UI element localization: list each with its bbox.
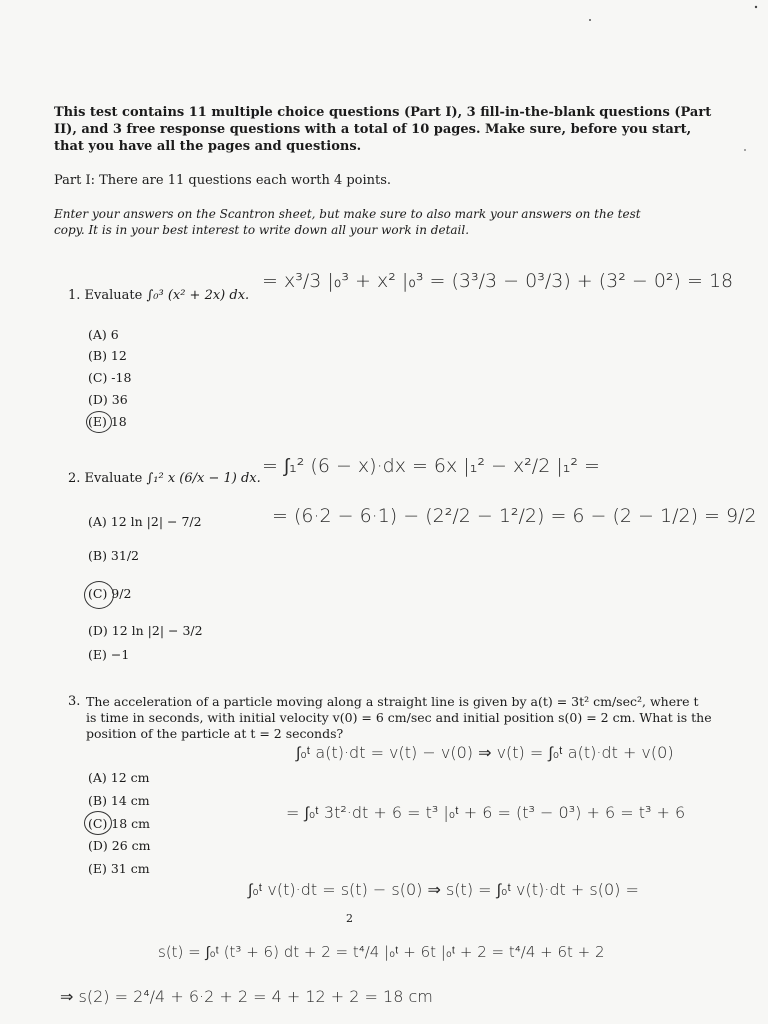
handwritten-work: ∫₀ᵗ v(t)·dt = s(t) − s(0) ⇒ s(t) = ∫₀ᵗ v(t)·dt + s(0) = [248,880,639,899]
question-3-prompt: The acceleration of a particle moving along a straight line is given by a(t) = 3t² cm/sec², where t is time in seconds, with initial velocity v(0) = 6 cm/sec and initial position s(0) = 2 cm. What is the position of the particle at t = 2 seconds? [86,694,712,741]
option-b[interactable]: (B) 31/2 [88,548,139,563]
question-integral: ∫₀³ (x² + 2x) dx. [146,288,250,303]
option-a[interactable]: (A) 6 [88,327,119,342]
option-e[interactable]: (E) 31 cm [88,861,150,876]
option-c[interactable]: (C) -18 [88,370,132,385]
option-a[interactable]: (A) 12 cm [88,770,150,785]
option-d[interactable]: (D) 12 ln |2| − 3/2 [88,623,203,638]
question-integral: ∫₁² x (6/x − 1) dx. [146,471,261,486]
intro-paragraph: This test contains 11 multiple choice questions (Part I), 3 fill-in-the-blank questions (Part II), and 3 free response questions with a total of 10 pages. Make sure, before you start, that you have all the pages and questions. [54,105,712,154]
handwritten-work: ∫₀ᵗ a(t)·dt = v(t) − v(0) ⇒ v(t) = ∫₀ᵗ a(t)·dt + v(0) [296,743,674,762]
question-prompt: Evaluate [84,471,143,486]
handwritten-work: = ∫₀ᵗ 3t²·dt + 6 = t³ |₀ᵗ + 6 = (t³ − 0³) + 6 = t³ + 6 [286,803,686,822]
handwritten-work: = (6·2 − 6·1) − (2²/2 − 1²/2) = 6 − (2 − 1/2) = 9/2 [272,505,757,527]
option-d[interactable]: (D) 26 cm [88,838,151,853]
instructions-paragraph: Enter your answers on the Scantron sheet, but make sure to also mark your answers on the test copy. It is in your best interest to write down all your work in detail. [54,207,641,237]
option-a[interactable]: (A) 12 ln |2| − 7/2 [88,514,202,529]
question-number: 1. [68,288,81,303]
option-d[interactable]: (D) 36 [88,392,128,407]
question-number: 2. [68,471,81,486]
option-c[interactable]: (C) 9/2 [88,586,132,601]
option-e[interactable]: (E) −1 [88,647,130,662]
option-e[interactable]: (E) 18 [88,414,127,429]
question-3-number: 3. [68,694,81,709]
handwritten-work: ⇒ s(2) = 2⁴/4 + 6·2 + 2 = 4 + 12 + 2 = 18 cm [60,987,433,1006]
part1-heading: Part I: There are 11 questions each worth 4 points. [54,173,392,188]
option-b[interactable]: (B) 14 cm [88,793,150,808]
handwritten-work: = x³/3 |₀³ + x² |₀³ = (3³/3 − 0³/3) + (3² − 0²) = 18 [262,270,734,292]
handwritten-work: = ∫₁² (6 − x)·dx = 6x |₁² − x²/2 |₁² = [262,455,600,477]
question-prompt: Evaluate [84,288,143,303]
handwritten-work: s(t) = ∫₀ᵗ (t³ + 6) dt + 2 = t⁴/4 |₀ᵗ + 6t |₀ᵗ + 2 = t⁴/4 + 6t + 2 [158,943,605,961]
option-b[interactable]: (B) 12 [88,348,127,363]
page-number: 2 [346,912,353,925]
option-c[interactable]: (C) 18 cm [88,816,151,831]
